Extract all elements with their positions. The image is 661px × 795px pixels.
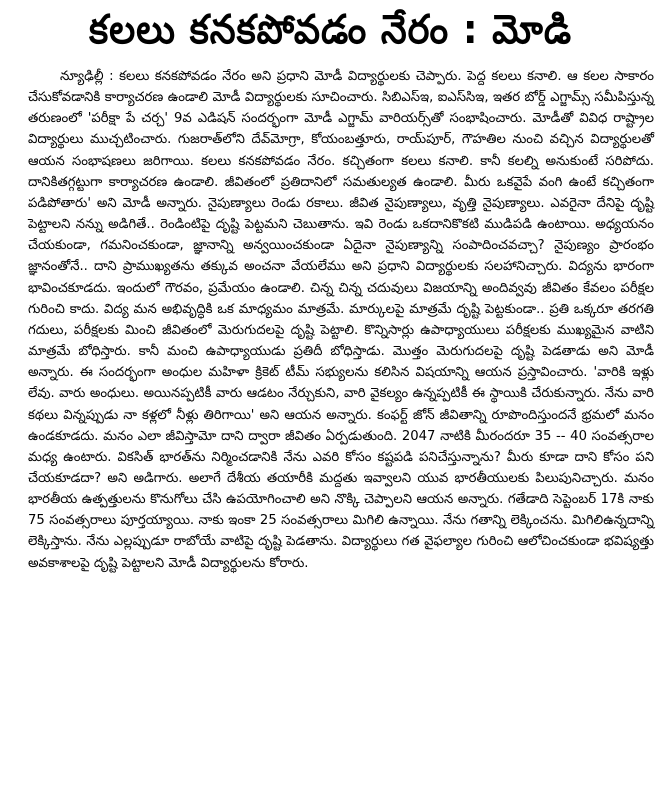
article-headline: కలలు కనకపోవడం నేరం : మోడి <box>88 7 573 53</box>
article-body: న్యూఢిల్లీ : కలలు కనకపోవడం నేరం అని ప్రధాని మోడీ విద్యార్థులకు చెప్పారు. పెద్ద కలలు కనాలి. ఆ కలల సాకారం చేసుకోవడానికి కార్యాచరణ ఉండాలి మోడీ విద్యార్థులకు సూచించారు. సిబిఎస్‌ఇ, ఐఎస్‌సిఇ, ఇతర బోర్డ్ ఎగ్జామ్స్ సమీపిస్తున్న తరుణంలో 'పరీక్షా పే చర్చ' 9వ ఎడిషన్ సందర్భంగా మోడీ ఎగ్జామ్ వారియర్స్‌తో సంభాషించారు. మోడీతో వివిధ రాష్ట్రాల విద్యార్థులు ముచ్చటించారు. గుజరాత్‌లోని దేవ్‌మోగ్రా, కోయంబత్తూరు, రాయ్‌పూర్, గౌహతిల నుంచి వచ్చిన విద్యార్థులతో ఆయన సంభాషణలు జరిగాయి. కలలు కనకపోవడం నేరం. కచ్చితంగా కలలు కనాలి. కానీ కలల్ని అనుకుంటే సరిపోదు. దానికితగ్గట్టుగా కార్యాచరణ ఉండాలి. జీవితంలో ప్రతిదానిలో సమతుల్యత ఉండాలి. మీరు ఒకవైపే వంగి ఉంటే కచ్చితంగా పడిపోతారు' అని మోడీ అన్నారు. నైపుణ్యాలు రెండు రకాలు. జీవిత నైపుణ్యాలు, వృత్తి నైపుణ్యాలు. ఎవరైనా దేనిపై దృష్టి పెట్టాలని నన్ను అడిగితే.. రెండింటిపై దృష్టి పెట్టమని చెబుతాను. ఇవి రెండు ఒకదానికొకటి ముడిపడి ఉంటాయి. అధ్యయనం చేయకుండా, గమనించకుండా, జ్ఞానాన్ని అన్వయించకుండా ఏదైనా నైపుణ్యాన్ని సంపాదించవచ్చా? నైపుణ్యం ప్రారంభం జ్ఞానంతోనే.. దాని ప్రాముఖ్యతను తక్కువ అంచనా వేయలేము అని ప్రధాని విద్యార్థులకు సలహానిచ్చారు. విద్యను భారంగా భావించకూడదు. ఇందులో గౌరవం, ప్రమేయం ఉండాలి. చిన్న చిన్న చదువులు విజయాన్ని అందివ్వవు జీవితం కేవలం పరీక్షల గురించి కాదు. విద్య మన అభివృద్ధికి ఒక మాధ్యమం మాత్రమే. మార్కులపై మాత్రమే దృష్టి పెట్టకుండా.. ప్రతి ఒక్కరూ తరగతి గదులు, పరీక్షలకు మించి జీవితంలో మెరుగుదలపై దృష్టి పెట్టాలి. కొన్నిసార్లు ఉపాధ్యాయులు పరీక్షలకు ముఖ్యమైన వాటిని మాత్రమే బోధిస్తారు. కానీ మంచి ఉపాధ్యాయుడు ప్రతిదీ బోధిస్తాడు. మొత్తం మెరుగుదలపై దృష్టి పెడతాడు అని మోడీ అన్నారు. ఈ సందర్భంగా అంధుల మహిళా క్రికెట్ టీమ్ సభ్యులను కలిసిన విషయాన్ని ఆయన ప్రస్తావించారు. 'వారికి ఇళ్లు లేవు. వారు అంధులు. అయినప్పటికీ వారు ఆడటం నేర్చుకుని, వారి వైకల్యం ఉన్నప్పటికీ ఈ స్థాయికి చేరుకున్నారు. నేను వారి కథలు విన్నప్పుడు నా కళ్లలో నీళ్లు తిరిగాయి' అని ఆయన అన్నారు. కంఫర్ట్ జోన్ జీవితాన్ని రూపొందిస్తుందనే భ్రమలో మనం ఉండకూడదు. మనం ఎలా జీవిస్తామో దాని ద్వారా జీవితం ఏర్పడుతుంది. 2047 నాటికి మీరందరూ 35 -- 40 సంవత్సరాల మధ్య ఉంటారు. వికసిత్ భారత్‌ను నిర్మించడానికి నేను ఎవరి కోసం కష్టపడి పనిచేస్తున్నాను? మీరు కూడా దాని కోసం పని చేయకూడదా? అని అడిగారు. అలాగే దేశీయ తయారీకి మద్దతు ఇవ్వాలని యువ భారతీయులకు పిలుపునిచ్చారు. మనం భారతీయ ఉత్పత్తులను కొనుగోలు చేసి ఉపయోగించాలి అని నొక్కి చెప్పాలని ఆయన అన్నారు. గతేడాది సెప్టెంబర్ 17కి నాకు 75 సంవత్సరాలు పూర్తయ్యాయి. నాకు ఇంకా 25 సంవత్సరాలు మిగిలి ఉన్నాయి. నేను గతాన్ని లెక్కించను. మిగిలిఉన్నదాన్ని లెక్కిస్తాను. నేను ఎల్లప్పుడూ రాబోయే వాటిపై దృష్టి పెడతాను. విద్యార్థులు గత వైఫల్యాల గురించి ఆలోచించకుండా భవిష్యత్తు అవకాశాలపై దృష్టి పెట్టాలని మోడీ విద్యార్థులను కోరారు. <box>28 69 654 571</box>
